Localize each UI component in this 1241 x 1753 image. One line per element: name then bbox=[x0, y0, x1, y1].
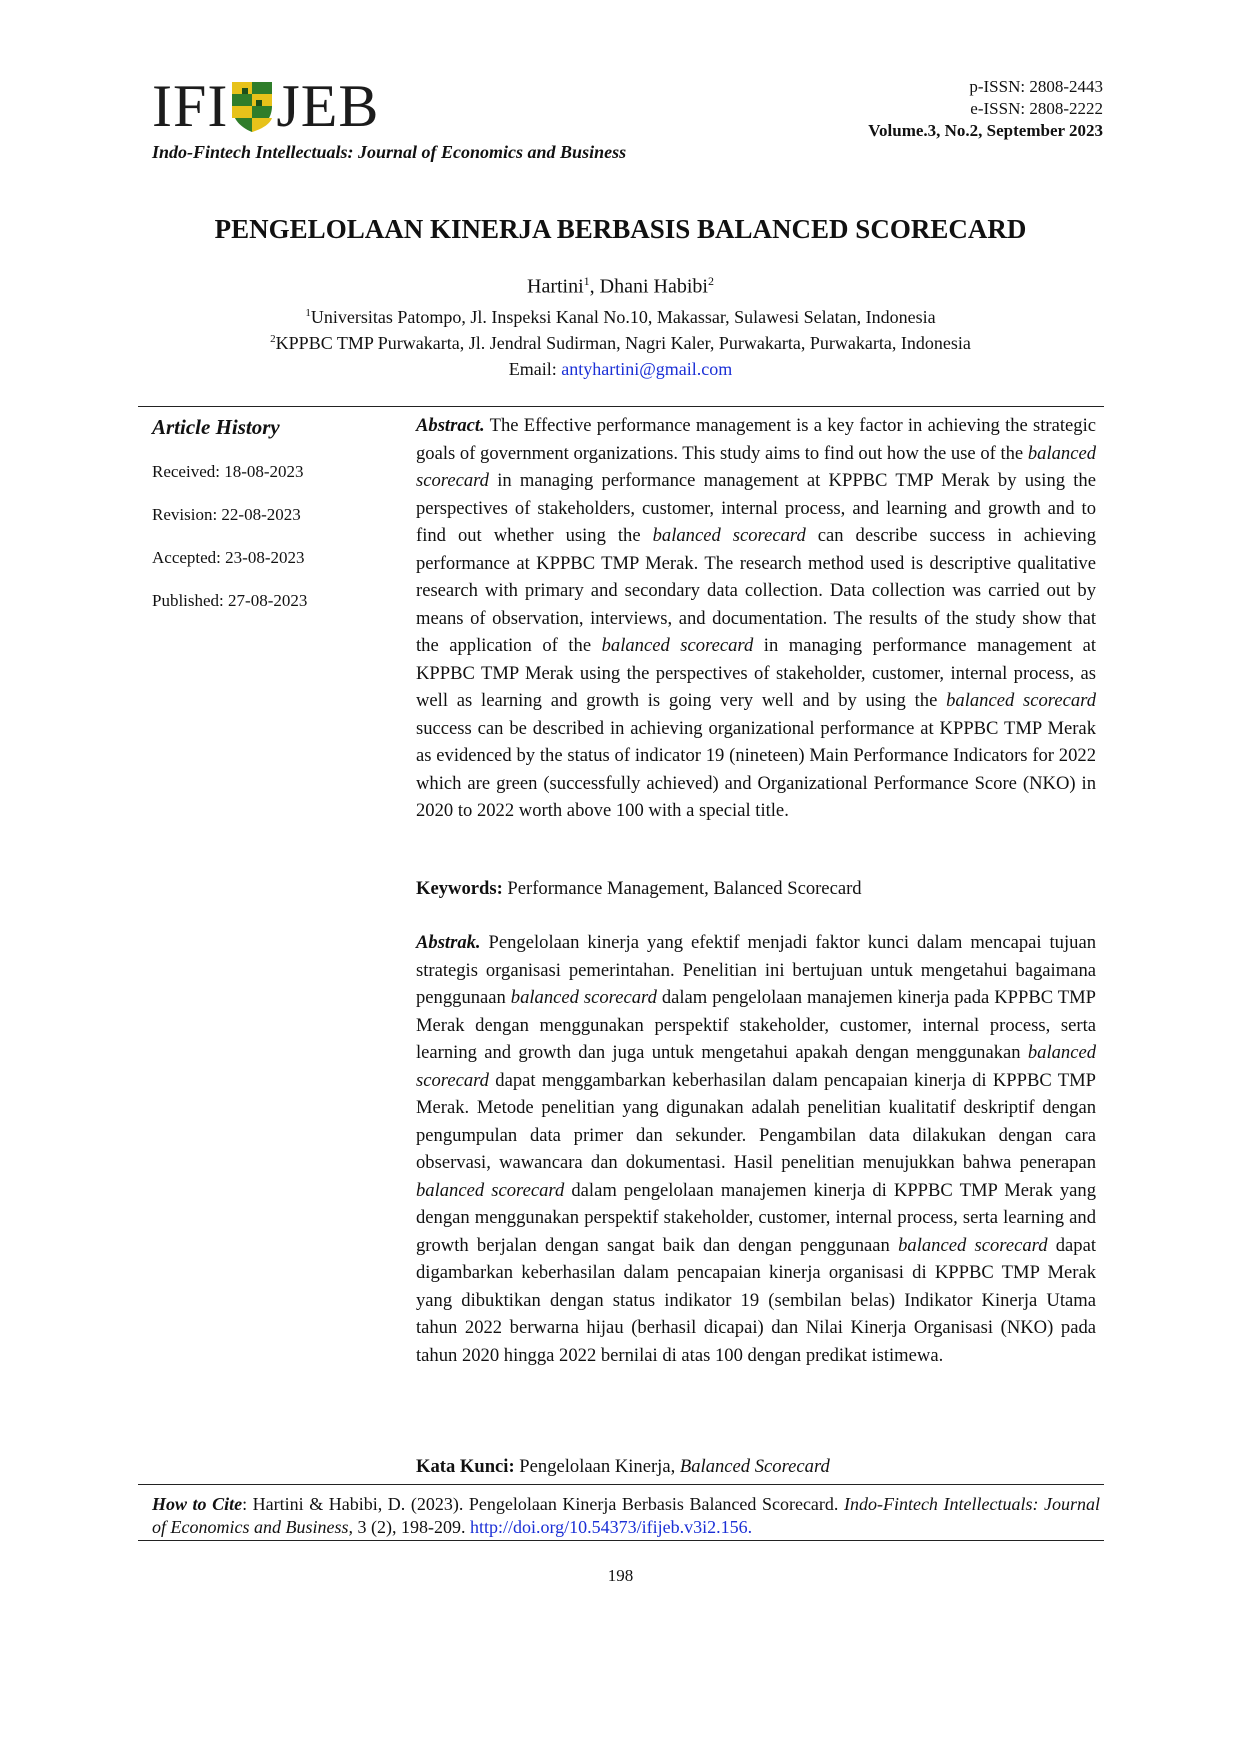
kata-kunci-label: Kata Kunci: bbox=[416, 1456, 515, 1477]
abstrak-text: dalam pengelolaan manajemen kinerja pada KPPBC TMP Merak dengan menggunakan perspektif stakeholder, customer, internal process, serta learning and growth dan juga untuk mengetahui apakah dengan menggunakan bbox=[416, 987, 1097, 1063]
revision-date: Revision: 22-08-2023 bbox=[152, 505, 301, 524]
kata-kunci-italic: Balanced Scorecard bbox=[679, 1456, 830, 1477]
affiliation-2-sup: 2 bbox=[270, 333, 276, 345]
abstrak-text: dapat digambarkan keberhasilan dalam pencapaian kinerja organisasi di KPPBC TMP Merak yang dibuktikan dengan status indikator 19 (sembilan belas) Indikator Kinerja Utama tahun 2022 berwarna hijau (berhasil dicapai) dan Nilai Kinerja Organisasi (NKO) pada tahun 2020 hingga 2022 bernilai di atas 100 dengan predikat istimewa. bbox=[416, 1234, 1097, 1366]
author-1: Hartini bbox=[527, 275, 584, 298]
affiliation-2-text: KPPBC TMP Purwakarta, Jl. Jendral Sudirman, Nagri Kaler, Purwakarta, Purwakarta, Indonesia bbox=[275, 333, 971, 353]
journal-logo bbox=[152, 73, 380, 139]
abstrak-italic-term: balanced scorecard bbox=[416, 1042, 1096, 1091]
accepted-date: Accepted: 23-08-2023 bbox=[152, 548, 305, 567]
abstract-text: in managing performance management at KPPBC TMP Merak by using the perspectives of stakeholders, customer, internal process, and learning and growth and to find out whether using the bbox=[416, 470, 1096, 546]
received-date: Received: 18-08-2023 bbox=[152, 462, 304, 481]
abstrak-italic-term: balanced scorecard bbox=[416, 1179, 565, 1201]
p-issn: p-ISSN: 2808-2443 bbox=[969, 77, 1103, 96]
cite-text: Hartini & Habibi, D. (2023). Pengelolaan Kinerja Berbasis Balanced Scorecard. bbox=[252, 1494, 844, 1514]
article-history-title: Article History bbox=[152, 415, 280, 439]
logo-text-right: JEB bbox=[276, 73, 380, 139]
email-link[interactable]: antyhartini@gmail.com bbox=[561, 359, 733, 379]
citation-bottom-divider bbox=[138, 1540, 1104, 1541]
cite-text: 3 (2), 198-209. bbox=[352, 1517, 470, 1537]
shield-logo-icon bbox=[230, 80, 274, 134]
how-to-cite bbox=[152, 1493, 1100, 1539]
cite-journal: Indo-Fintech Intellectuals: Journal of Economics and Business, bbox=[152, 1494, 1100, 1537]
abstrak-label: Abstrak. bbox=[416, 932, 481, 953]
issn-block bbox=[868, 76, 1103, 142]
logo-text-left: IFI bbox=[152, 73, 229, 139]
header-divider bbox=[138, 406, 1104, 407]
doi-link[interactable]: http://doi.org/10.54373/ifijeb.v3i2.156. bbox=[469, 1517, 753, 1537]
abstract-text: The Effective performance management is a key factor in achieving the strategic goals of government organizations. This study aims to find out how the use of the bbox=[416, 415, 1096, 464]
keywords-indonesian bbox=[416, 1456, 1096, 1478]
affiliation-1 bbox=[0, 307, 1241, 328]
abstract-text: can describe success in achieving performance at KPPBC TMP Merak. The research method used is descriptive qualitative research with primary and secondary data collection. Data collection was carried out by means of observation, interviews, and documentation. The results of the study show that the application of the bbox=[416, 525, 1096, 656]
e-issn: e-ISSN: 2808-2222 bbox=[970, 99, 1103, 118]
kata-kunci-text: Pengelolaan Kinerja, bbox=[514, 1456, 680, 1477]
cite-colon: : bbox=[242, 1494, 253, 1514]
page-number: 198 bbox=[607, 1566, 634, 1585]
author-2: Dhani Habibi bbox=[599, 275, 708, 298]
abstrak-italic-term: balanced scorecard bbox=[510, 987, 657, 1008]
keywords-english bbox=[416, 878, 1096, 900]
abstrak-text: dapat menggambarkan keberhasilan dalam pencapaian kinerja di KPPBC TMP Merak. Metode penelitian yang digunakan adalah penelitian kualitatif deskriptif dengan pengumpulan data primer dan sekunder. Pengambilan data dilakukan dengan cara observasi, wawancara dan dokumentasi. Hasil penelitian menujukkan bahwa penerapan bbox=[416, 1069, 1096, 1173]
email-label: Email: bbox=[508, 359, 562, 379]
abstract-italic-term: balanced scorecard bbox=[601, 635, 754, 656]
paper-title: PENGELOLAAN KINERJA BERBASIS BALANCED SCORECARD bbox=[214, 214, 1027, 244]
abstrak-text: dalam pengelolaan manajemen kinerja di KPPBC TMP Merak yang dengan menggunakan perspektif stakeholder, customer, internal process, serta learning and growth berjalan dengan sangat baik dan dengan penggunaan bbox=[416, 1179, 1097, 1256]
keywords-label: Keywords: bbox=[416, 878, 503, 899]
affiliation-1-sup: 1 bbox=[305, 307, 311, 319]
citation-top-divider bbox=[138, 1484, 1104, 1485]
affiliation-1-text: Universitas Patompo, Jl. Inspeksi Kanal No.10, Makassar, Sulawesi Selatan, Indonesia bbox=[310, 307, 936, 327]
author-separator: , bbox=[589, 275, 600, 298]
cite-label: How to Cite bbox=[152, 1494, 243, 1514]
abstract-text: success can be described in achieving organizational performance at KPPBC TMP Merak as evidenced by the status of indicator 19 (nineteen) Main Performance Indicators for 2022 which are green (successfully achieved) and Organizational Performance Score (NKO) in 2020 to 2022 worth above 100 with a special title. bbox=[416, 717, 1096, 821]
volume-info: Volume.3, No.2, September 2023 bbox=[868, 121, 1103, 140]
abstract-indonesian bbox=[416, 929, 1096, 1369]
abstract-italic-term: balanced scorecard bbox=[946, 690, 1096, 711]
author-2-sup: 2 bbox=[707, 274, 714, 288]
abstract-italic-term: balanced scorecard bbox=[416, 442, 1096, 491]
keywords-text: Performance Management, Balanced Scorecard bbox=[502, 878, 862, 899]
abstrak-text: Pengelolaan kinerja yang efektif menjadi faktor kunci dalam mencapai tujuan strategis organisasi pemerintahan. Penelitian ini bertujuan untuk mengetahui bagaimana penggunaan bbox=[416, 932, 1096, 1008]
published-date: Published: 27-08-2023 bbox=[152, 591, 308, 610]
journal-name: Indo-Fintech Intellectuals: Journal of Economics and Business bbox=[152, 142, 627, 162]
author-1-sup: 1 bbox=[583, 274, 590, 288]
abstract-text: in managing performance management at KPPBC TMP Merak using the perspectives of stakeholder, customer, internal process, as well as learning and growth is going very well and by using the bbox=[416, 635, 1096, 711]
email-line bbox=[0, 359, 1241, 380]
abstract-english bbox=[416, 412, 1096, 825]
abstrak-italic-term: balanced scorecard bbox=[898, 1234, 1048, 1256]
affiliation-2 bbox=[0, 333, 1241, 354]
abstract-italic-term: balanced scorecard bbox=[652, 525, 806, 546]
author-line bbox=[0, 274, 1241, 299]
abstract-label: Abstract. bbox=[416, 415, 485, 436]
